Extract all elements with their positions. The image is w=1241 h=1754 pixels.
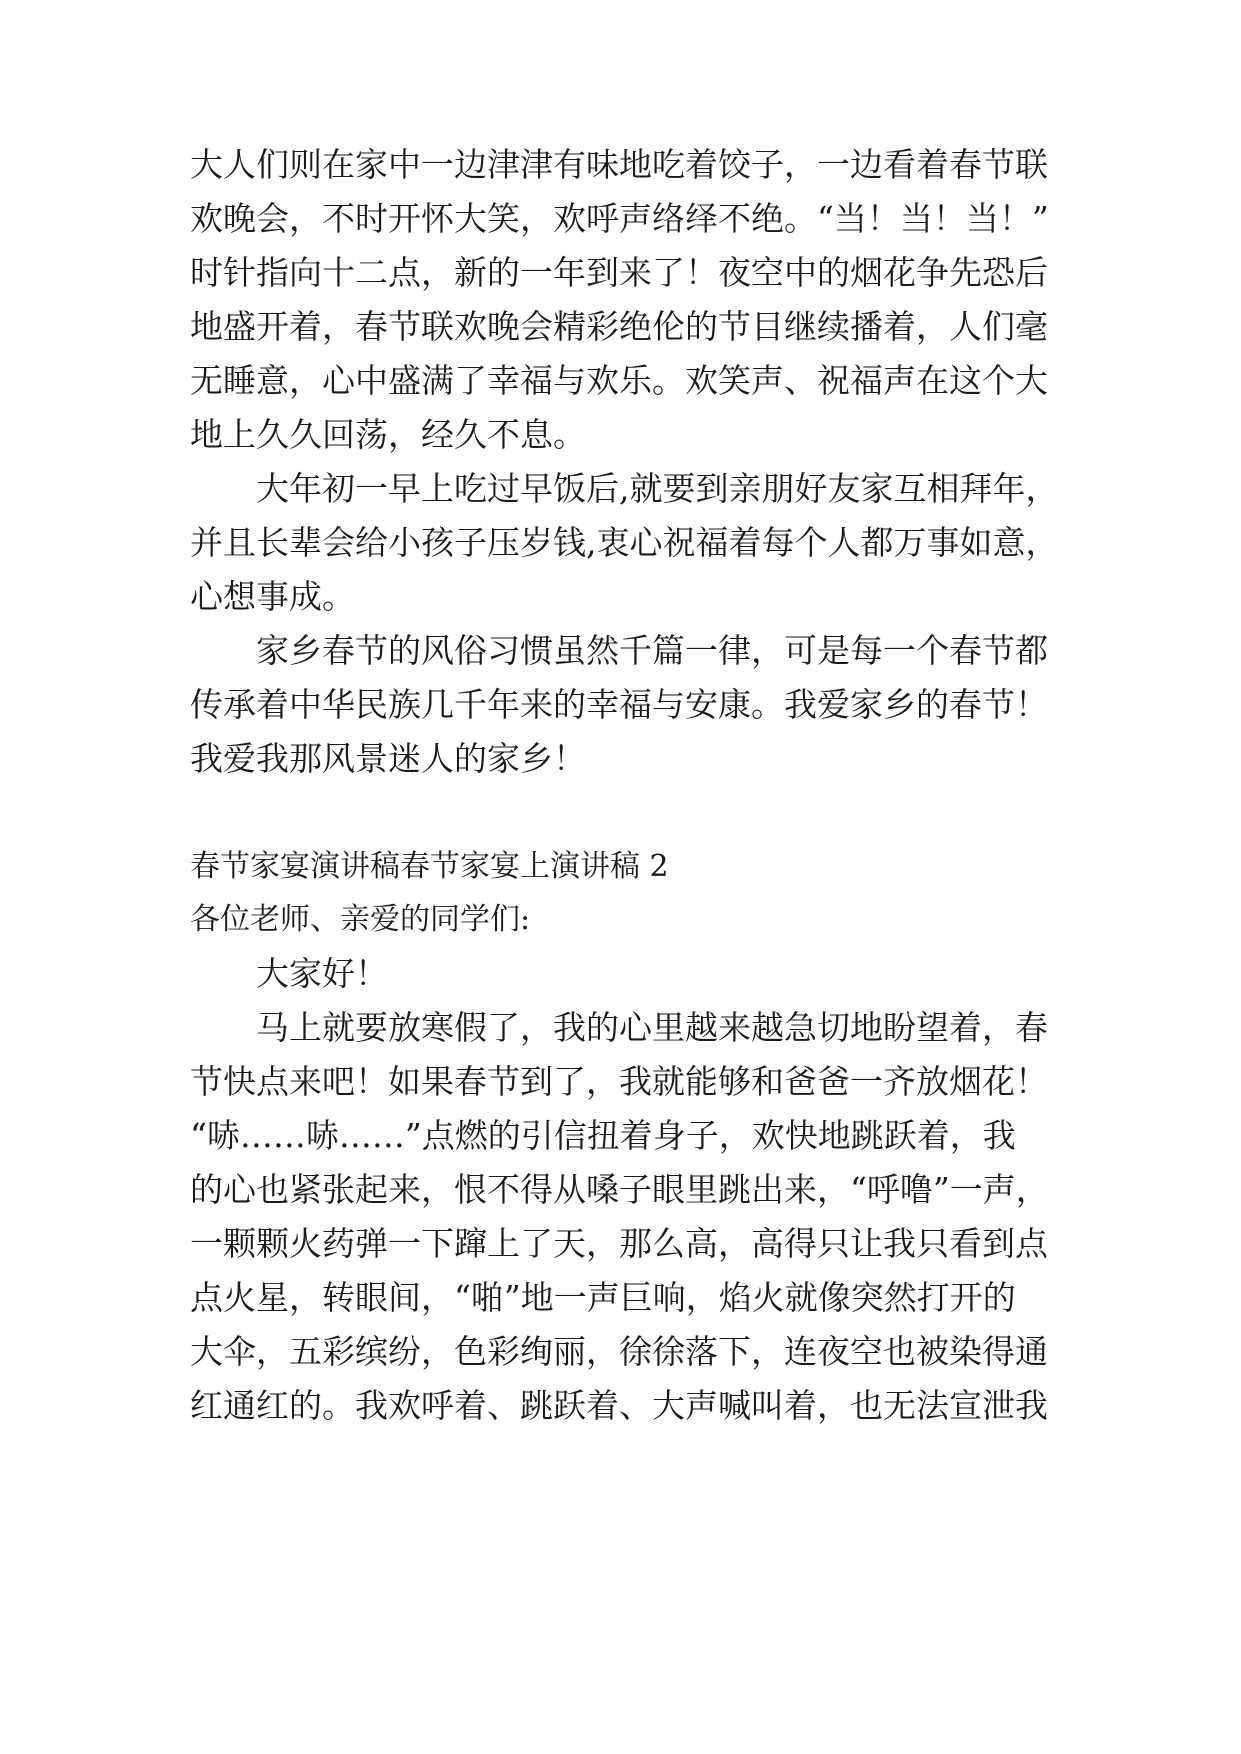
paragraph-line: 大伞，五彩缤纷，色彩绚丽，徐徐落下，连夜空也被染得通 [190,1332,1048,1371]
paragraph-line: 的心也紧张起来，恨不得从嗓子眼里跳出来，“呼噜”一声， [190,1170,1049,1209]
paragraph-line: 地盛开着，春节联欢晚会精彩绝伦的节目继续播着，人们毫 [190,307,1048,346]
paragraph-line: 点火星，转眼间，“啪”地一声巨响，焰火就像突然打开的 [190,1278,1016,1317]
paragraph-line: 一颗颗火药弹一下蹿上了天，那么高，高得只让我只看到点 [190,1224,1048,1263]
paragraph-line: 家乡春节的风俗习惯虽然千篇一律，可是每一个春节都 [256,631,1048,670]
paragraph-line: 传承着中华民族几千年来的幸福与安康。我爱家乡的春节！ [190,685,1048,724]
paragraph-line: 马上就要放寒假了，我的心里越来越急切地盼望着，春 [256,1008,1048,1047]
salutation: 各位老师、亲爱的同学们: [190,902,531,937]
paragraph-line: 大年初一早上吃过早饭后,就要到亲朋好友家互相拜年， [256,469,1059,508]
paragraph-line: 无睡意，心中盛满了幸福与欢乐。欢笑声、祝福声在这个大 [190,361,1048,400]
paragraph-line: 地上久久回荡，经久不息。 [190,415,586,454]
paragraph-line: 大人们则在家中一边津津有味地吃着饺子，一边看着春节联 [190,145,1048,184]
paragraph-line: “哧……哧……”点燃的引信扭着身子，欢快地跳跃着，我 [190,1116,1016,1155]
greeting: 大家好！ [256,954,388,993]
paragraph-line: 并且长辈会给小孩子压岁钱,衷心祝福着每个人都万事如意， [190,523,1059,562]
paragraph-line: 时针指向十二点，新的一年到来了！夜空中的烟花争先恐后 [190,253,1048,292]
paragraph-line: 节快点来吧！如果春节到了，我就能够和爸爸一齐放烟花！ [190,1062,1048,1101]
paragraph-line: 我爱我那风景迷人的家乡！ [190,739,586,778]
paragraph-line: 欢晚会，不时开怀大笑，欢呼声络绎不绝。“当！当！当！” [190,199,1049,238]
paragraph-line: 心想事成。 [190,577,355,616]
section-title: 春节家宴演讲稿春节家宴上演讲稿 2 [190,849,669,884]
paragraph-line: 红通红的。我欢呼着、跳跃着、大声喊叫着，也无法宣泄我 [190,1386,1048,1425]
